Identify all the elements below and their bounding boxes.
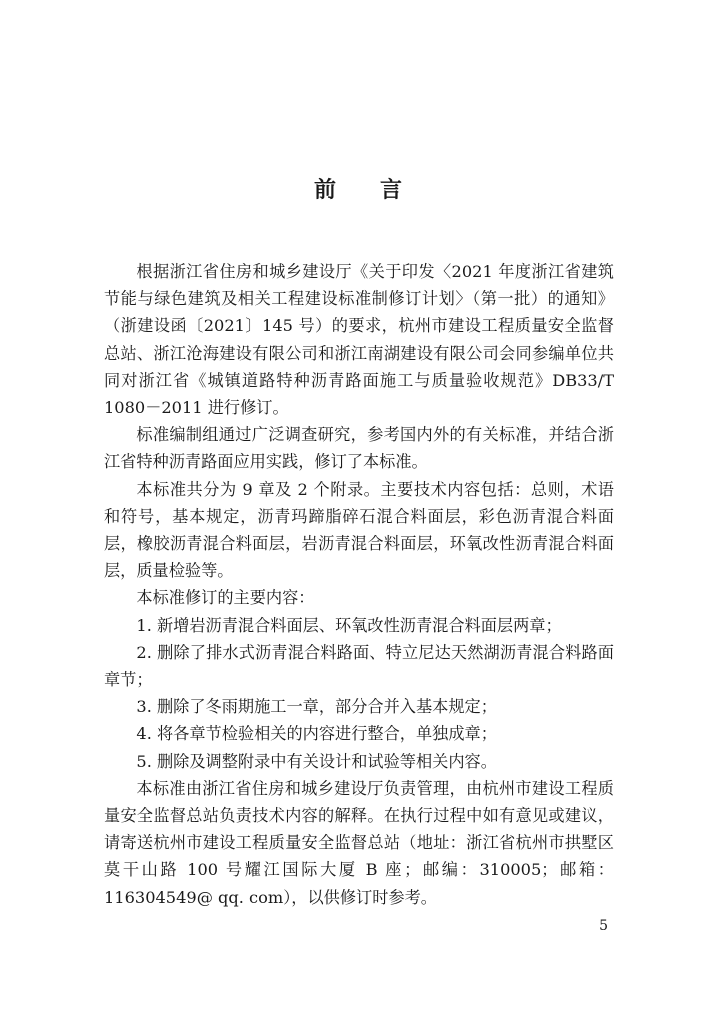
paragraph-background: 根据浙江省住房和城乡建设厅《关于印发〈2021 年度浙江省建筑节能与绿色建筑及相关工程建设标准制修订计划〉（第一批）的通知》（浙建设函〔2021〕145 号）的要求，杭州市建设工程质量安全监督总站、浙江沧海建设有限公司和浙江南湖建设有限公司会同参编单位共同对浙江省《城镇道路特种沥青路面施工与质量验收规范》DB33/T 1080－2011 进行修订。 <box>104 262 614 418</box>
revision-item-1: 1. 新增岩沥青混合料面层、环氧改性沥青混合料面层两章； <box>136 615 562 635</box>
paragraph-contents: 本标准共分为 9 章及 2 个附录。主要技术内容包括：总则，术语和符号，基本规定，沥青玛蹄脂碎石混合料面层，彩色沥青混合料面层，橡胶沥青混合料面层，岩沥青混合料面层，环氧改性沥青混合料面层，质量检验等。 <box>104 479 614 581</box>
paragraph-revision-intro: 本标准修订的主要内容： <box>136 588 315 608</box>
revision-item-2: 2. 删除了排水式沥青混合料路面、特立尼达天然湖沥青混合料路面章节； <box>104 642 614 690</box>
document-body <box>104 258 614 911</box>
paragraph-research: 标准编制组通过广泛调查研究，参考国内外的有关标准，并结合浙江省特种沥青路面应用实践，修订了本标准。 <box>104 425 614 472</box>
revision-item-4: 4. 将各章节检验相关的内容进行整合，单独成章； <box>136 724 497 744</box>
paragraph-contact: 本标准由浙江省住房和城乡建设厅负责管理，由杭州市建设工程质量安全监督总站负责技术内容的解释。在执行过程中如有意见或建议，请寄送杭州市建设工程质量安全监督总站（地址：浙江省杭州市拱墅区莫干山路 100 号耀江国际大厦 B 座；邮编：310005；邮箱：116304549@ qq. com），以供修订时参考。 <box>104 778 614 907</box>
revision-item-3: 3. 删除了冬雨期施工一章，部分合并入基本规定； <box>136 697 497 717</box>
revision-item-5: 5. 删除及调整附录中有关设计和试验等相关内容。 <box>136 751 497 771</box>
page-number: 5 <box>599 918 608 934</box>
page-title: 前言 <box>313 178 446 203</box>
